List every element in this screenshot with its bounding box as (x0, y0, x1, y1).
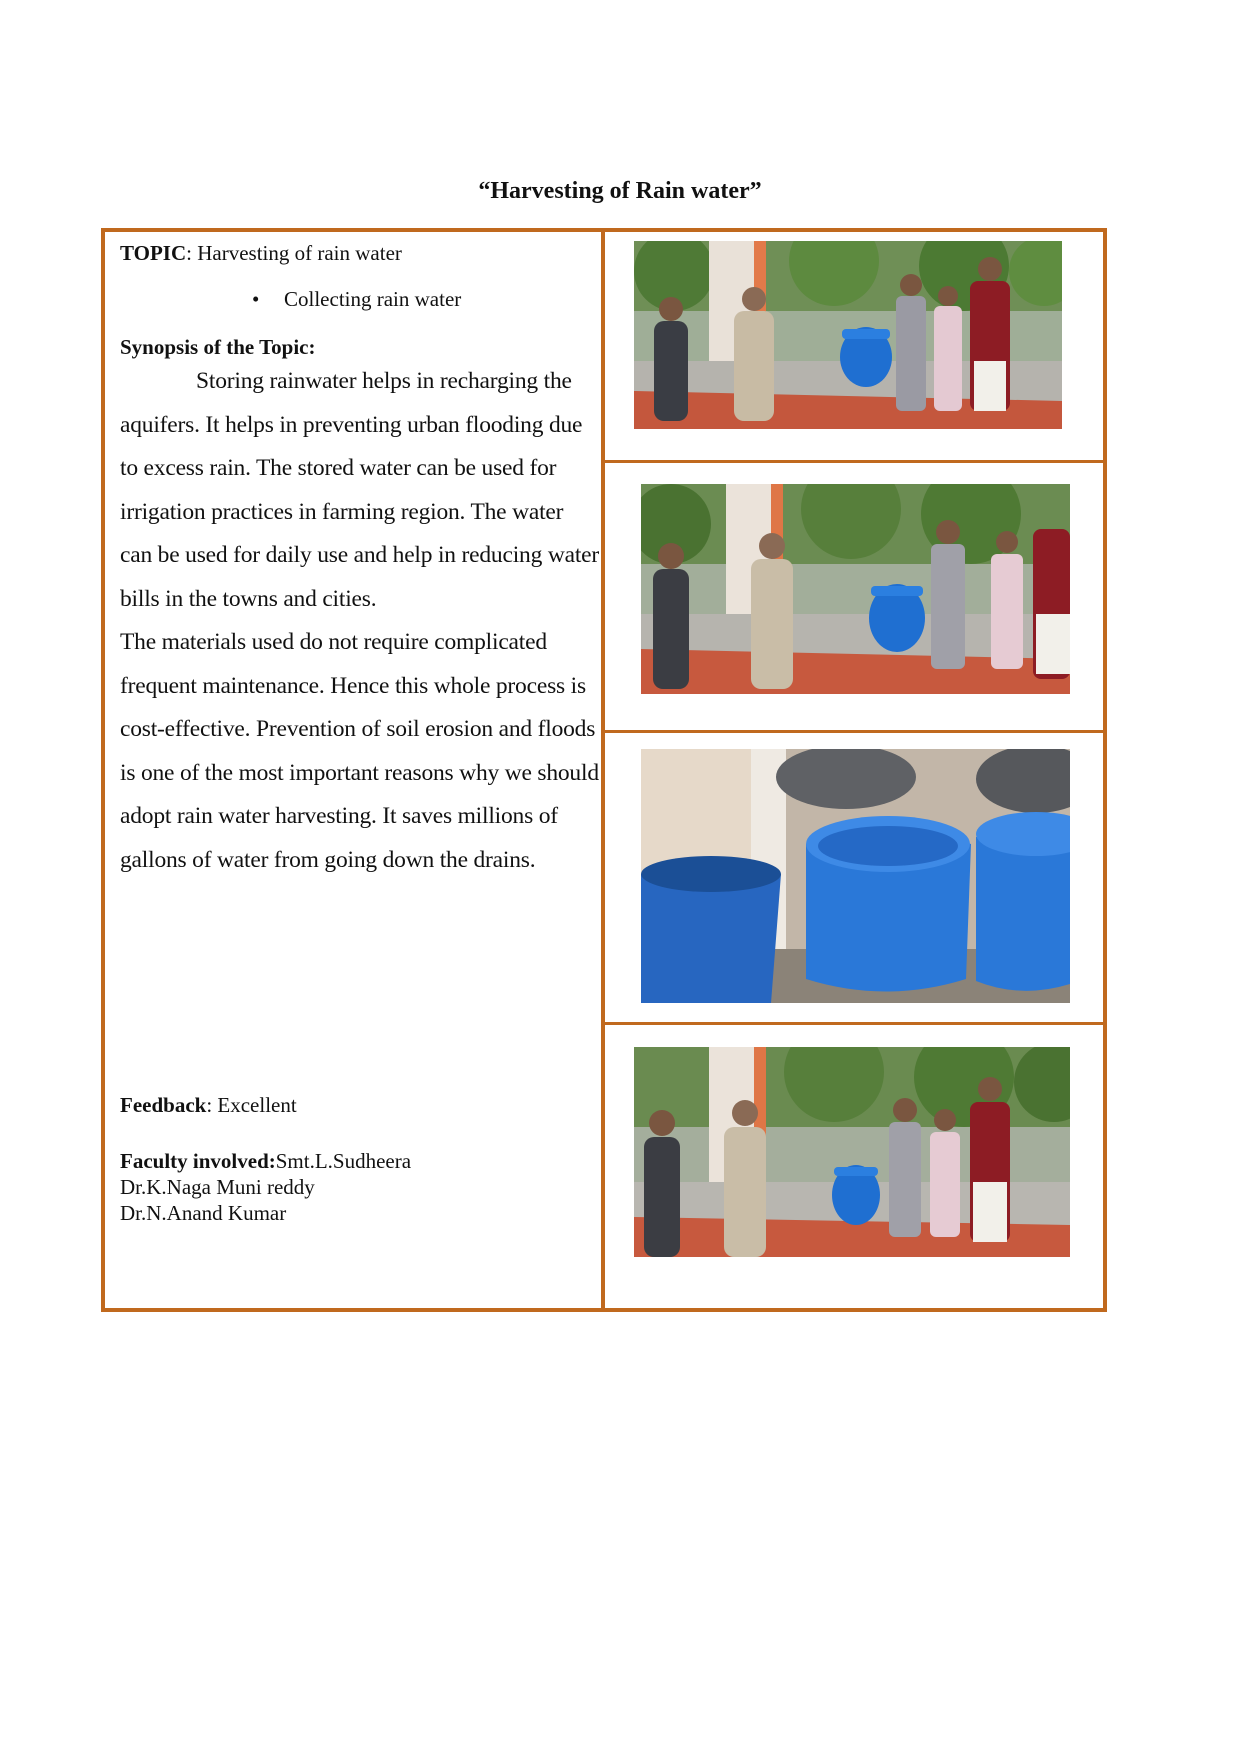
feedback-line (120, 1093, 297, 1118)
topic-label: TOPIC (120, 241, 187, 265)
group-with-rain-barrel-photo (634, 1047, 1070, 1257)
row-divider (605, 460, 1107, 463)
description-column (120, 238, 600, 882)
row-divider (605, 730, 1107, 733)
faculty-block (120, 1148, 411, 1226)
feedback-label: Feedback (120, 1093, 207, 1117)
bullet-item (252, 284, 600, 314)
synopsis-body (120, 360, 600, 882)
synopsis-paragraph: The materials used do not require complicated frequent maintenance. Hence this whole process is cost-effective. Prevention of soil erosion and floods is one of the most important reasons why we should adopt rain water harvesting. It saves millions of gallons of water from going down the drains. (120, 629, 599, 873)
topic-line (120, 238, 600, 268)
faculty-name: Smt.L.Sudheera (275, 1149, 412, 1173)
topic-value: : Harvesting of rain water (186, 241, 402, 265)
synopsis-heading: Synopsis of the Topic: (120, 335, 316, 359)
bullet-text: Collecting rain water (284, 287, 462, 311)
group-with-rain-barrel-photo (634, 241, 1062, 429)
bullet-icon: • (252, 287, 260, 311)
group-with-rain-barrel-photo (641, 484, 1070, 694)
synopsis-paragraph: Storing rainwater helps in recharging the aquifers. It helps in preventing urban flooding due to excess rain. The stored water can be used for irrigation practices in farming region. The water can be used for daily use and help in reducing water bills in the towns and cities. (120, 368, 600, 612)
faculty-name: Dr.K.Naga Muni reddy (120, 1175, 315, 1199)
column-divider (601, 228, 605, 1312)
faculty-name: Dr.N.Anand Kumar (120, 1201, 287, 1225)
faculty-label: Faculty involved: (120, 1149, 276, 1173)
feedback-value: : Excellent (206, 1093, 297, 1117)
row-divider (605, 1022, 1107, 1025)
document-title: “Harvesting of Rain water” (478, 178, 762, 204)
blue-storage-drums-photo (641, 749, 1070, 1003)
